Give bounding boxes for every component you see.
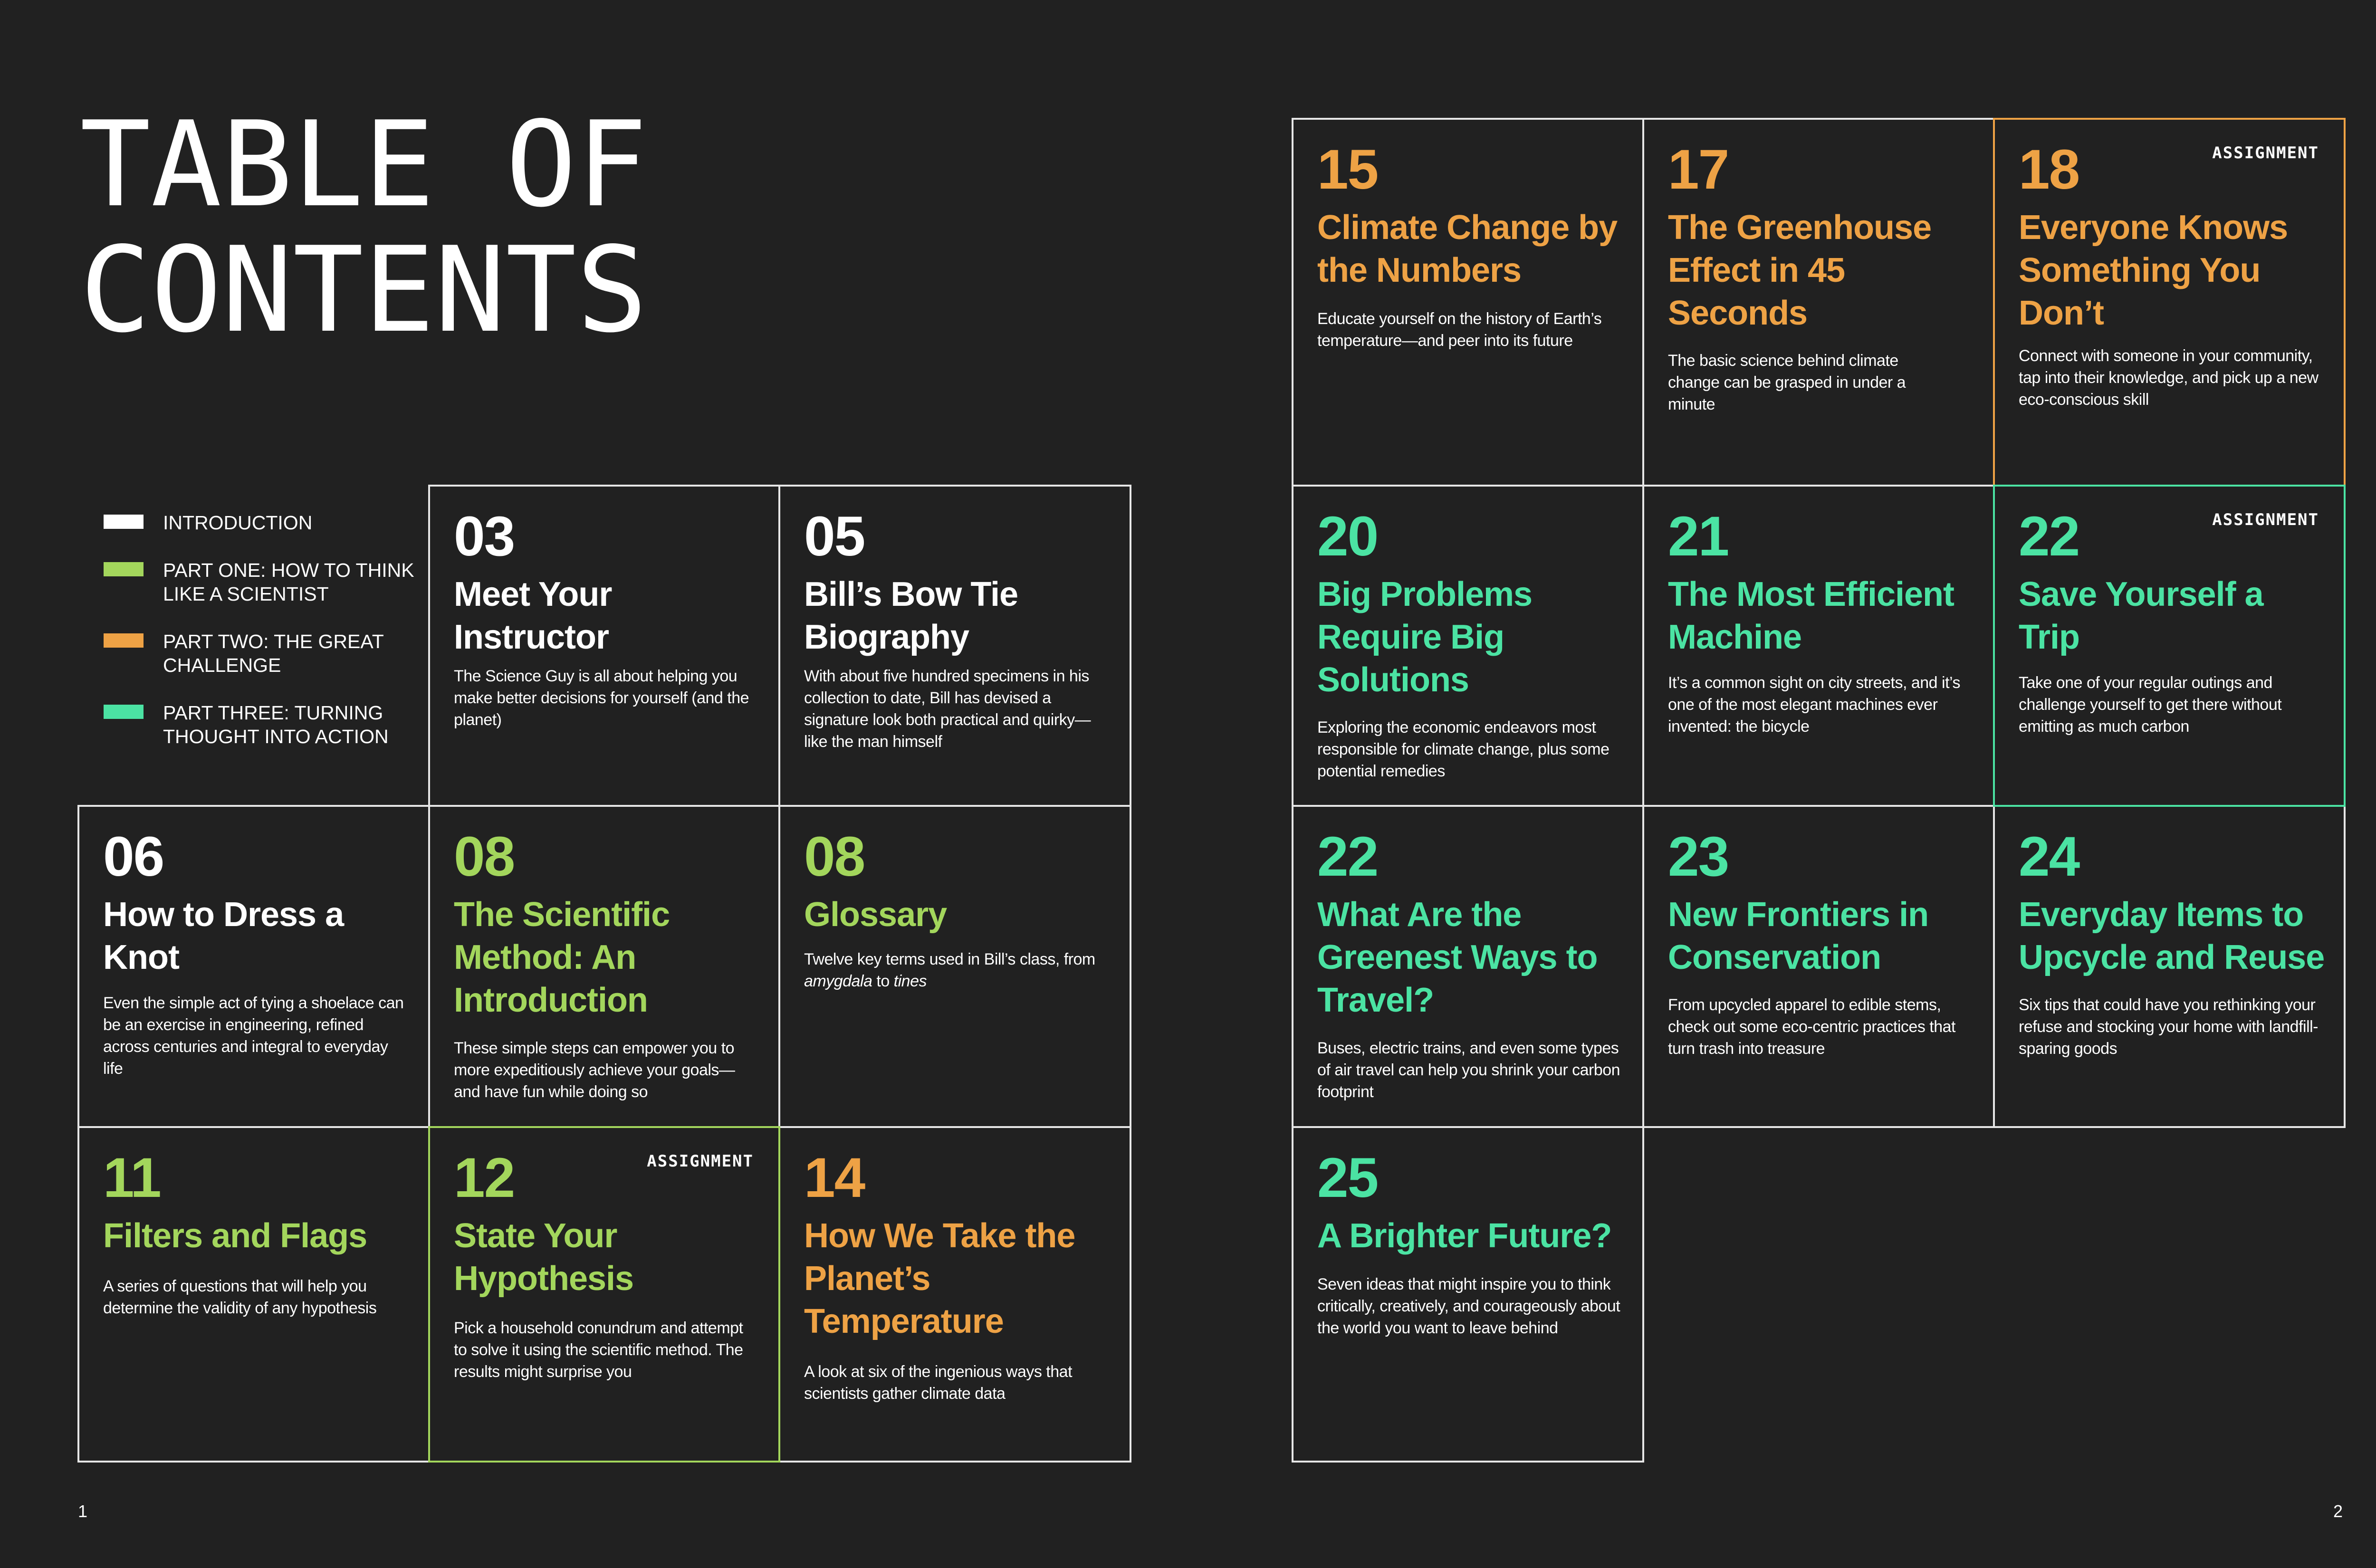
- entry-title: Big Problems Require Big Solutions: [1317, 575, 1533, 699]
- page-title: [80, 96, 648, 359]
- entry-description: Buses, electric trains, and even some types of air travel can help you shrink your carbon footprint: [1317, 1039, 1620, 1101]
- entry-title: Everyone Knows Something You Don’t: [2019, 209, 2288, 332]
- entry-page-number: 24: [2019, 825, 2079, 888]
- entry-page-number: 20: [1317, 505, 1378, 568]
- entry-page-number: 17: [1668, 138, 1729, 201]
- entry-description: Even the simple act of tying a shoelace can be an exercise in engineering, refined across centuries and integral to everyday life: [103, 994, 404, 1078]
- entry-title: What Are the Greenest Ways to Travel?: [1317, 896, 1598, 1019]
- entry-description: The basic science behind climate change can be grasped in under a minute: [1668, 352, 1906, 413]
- assignment-badge: ASSIGNMENT: [2212, 143, 2319, 163]
- toc-entry-14[interactable]: [778, 1126, 1131, 1463]
- entry-page-number: 22: [1317, 825, 1378, 888]
- entry-page-number: 08: [804, 825, 865, 888]
- toc-entry-22-save-yourself[interactable]: [1993, 485, 2346, 807]
- toc-entry-08-scientific-method[interactable]: [428, 805, 780, 1128]
- entry-description: Take one of your regular outings and challenge yourself to get there without emitting as much carbon: [2019, 674, 2282, 736]
- entry-title: The Greenhouse Effect in 45 Seconds: [1668, 209, 1932, 332]
- toc-entry-18[interactable]: [1993, 118, 2346, 487]
- legend-label: PART TWO: THE GREAT CHALLENGE: [163, 631, 383, 676]
- entry-description: Exploring the economic endeavors most responsible for climate change, plus some potential remedies: [1317, 718, 1610, 780]
- desc-term: tines: [893, 972, 927, 990]
- entry-title: Glossary: [804, 896, 947, 934]
- entry-description: These simple steps can empower you to more expeditiously achieve your goals—and have fun while doing so: [454, 1039, 735, 1101]
- assignment-badge: ASSIGNMENT: [647, 1152, 754, 1171]
- desc-term: amygdala: [804, 972, 872, 990]
- entry-description: From upcycled apparel to edible stems, check out some eco-centric practices that turn trash into treasure: [1668, 996, 1955, 1058]
- entry-title: A Brighter Future?: [1317, 1217, 1612, 1255]
- toc-entry-11[interactable]: [77, 1126, 430, 1463]
- desc-text: Twelve key terms used in Bill’s class, from: [804, 950, 1095, 968]
- entry-title: Filters and Flags: [103, 1217, 367, 1255]
- entry-title: New Frontiers in Conservation: [1668, 896, 1929, 976]
- entry-description: Pick a household conundrum and attempt to solve it using the scientific method. The results might surprise you: [454, 1319, 743, 1381]
- entry-page-number: 14: [804, 1147, 865, 1209]
- entry-description: Six tips that could have you rethinking your refuse and stocking your home with landfill-sparing goods: [2019, 996, 2318, 1058]
- legend-swatch: [104, 515, 144, 529]
- entry-title: How to Dress a Knot: [103, 896, 344, 976]
- entry-page-number: 06: [103, 825, 164, 888]
- entry-title: Climate Change by the Numbers: [1317, 209, 1618, 289]
- title-line-2: CONTENTS: [80, 222, 648, 359]
- entry-page-number: 22: [2019, 505, 2079, 568]
- legend-swatch: [104, 633, 144, 648]
- entry-description: A look at six of the ingenious ways that scientists gather climate data: [804, 1363, 1073, 1403]
- toc-entry-25[interactable]: [1292, 1126, 1644, 1463]
- entry-page-number: 25: [1317, 1147, 1378, 1209]
- entry-description: [804, 948, 1111, 992]
- toc-entry-12[interactable]: [428, 1126, 780, 1463]
- toc-entry-17[interactable]: [1642, 118, 1995, 487]
- entry-description: Seven ideas that might inspire you to think critically, creatively, and courageously about the world you want to leave behind: [1317, 1275, 1620, 1337]
- toc-entry-21[interactable]: [1642, 485, 1995, 807]
- toc-entry-06[interactable]: [77, 805, 430, 1128]
- entry-description: Educate yourself on the history of Earth’s temperature—and peer into its future: [1317, 310, 1602, 350]
- entry-page-number: 15: [1317, 138, 1378, 201]
- desc-text: to: [872, 972, 894, 990]
- entry-title: State Your Hypothesis: [454, 1217, 634, 1298]
- entry-title: The Scientific Method: An Introduction: [454, 896, 670, 1019]
- entry-title: The Most Efficient Machine: [1668, 575, 1954, 656]
- entry-page-number: 08: [454, 825, 515, 888]
- toc-entry-08-glossary[interactable]: [778, 805, 1131, 1128]
- toc-entry-20[interactable]: [1292, 485, 1644, 807]
- entry-title: Bill’s Bow Tie Biography: [804, 575, 1018, 656]
- entry-description: It’s a common sight on city streets, and it’s one of the most elegant machines ever invented: the bicycle: [1668, 674, 1960, 736]
- entry-description: The Science Guy is all about helping you make better decisions for yourself (and the planet): [454, 667, 749, 729]
- toc-entry-24[interactable]: [1993, 805, 2346, 1128]
- toc-entry-05[interactable]: [778, 485, 1131, 807]
- entry-page-number: 23: [1668, 825, 1729, 888]
- entry-page-number: 11: [103, 1147, 161, 1209]
- assignment-badge: ASSIGNMENT: [2212, 510, 2319, 529]
- toc-entry-23[interactable]: [1642, 805, 1995, 1128]
- entry-title: Meet Your Instructor: [454, 575, 612, 656]
- legend-label: PART THREE: TURNING THOUGHT INTO ACTION: [163, 702, 389, 747]
- entry-page-number: 03: [454, 505, 515, 568]
- legend-swatch: [104, 705, 144, 719]
- toc-entry-22-greenest-ways[interactable]: [1292, 805, 1644, 1128]
- page-number-left: 1: [78, 1501, 88, 1521]
- entry-description: Connect with someone in your community, tap into their knowledge, and pick up a new eco-conscious skill: [2019, 347, 2319, 409]
- entry-title: Everyday Items to Upcycle and Reuse: [2019, 896, 2325, 976]
- entry-page-number: 05: [804, 505, 865, 568]
- entry-page-number: 21: [1668, 505, 1729, 568]
- entry-page-number: 18: [2019, 138, 2079, 201]
- legend-label: INTRODUCTION: [163, 512, 313, 534]
- page-number-right: 2: [2333, 1501, 2343, 1521]
- toc-entry-15[interactable]: [1292, 118, 1644, 487]
- toc-entry-03[interactable]: [428, 485, 780, 807]
- legend-swatch: [104, 562, 144, 576]
- entry-title: How We Take the Planet’s Temperature: [804, 1217, 1075, 1340]
- entry-description: With about five hundred specimens in his collection to date, Bill has devised a signature look both practical and quirky—like the man himself: [804, 667, 1091, 751]
- legend-label: PART ONE: HOW TO THINK LIKE A SCIENTIST: [163, 559, 414, 605]
- title-line-1: TABLE OF: [80, 96, 648, 233]
- entry-description: A series of questions that will help you determine the validity of any hypothesis: [103, 1277, 377, 1317]
- entry-title: Save Yourself a Trip: [2019, 575, 2263, 656]
- entry-page-number: 12: [454, 1147, 515, 1209]
